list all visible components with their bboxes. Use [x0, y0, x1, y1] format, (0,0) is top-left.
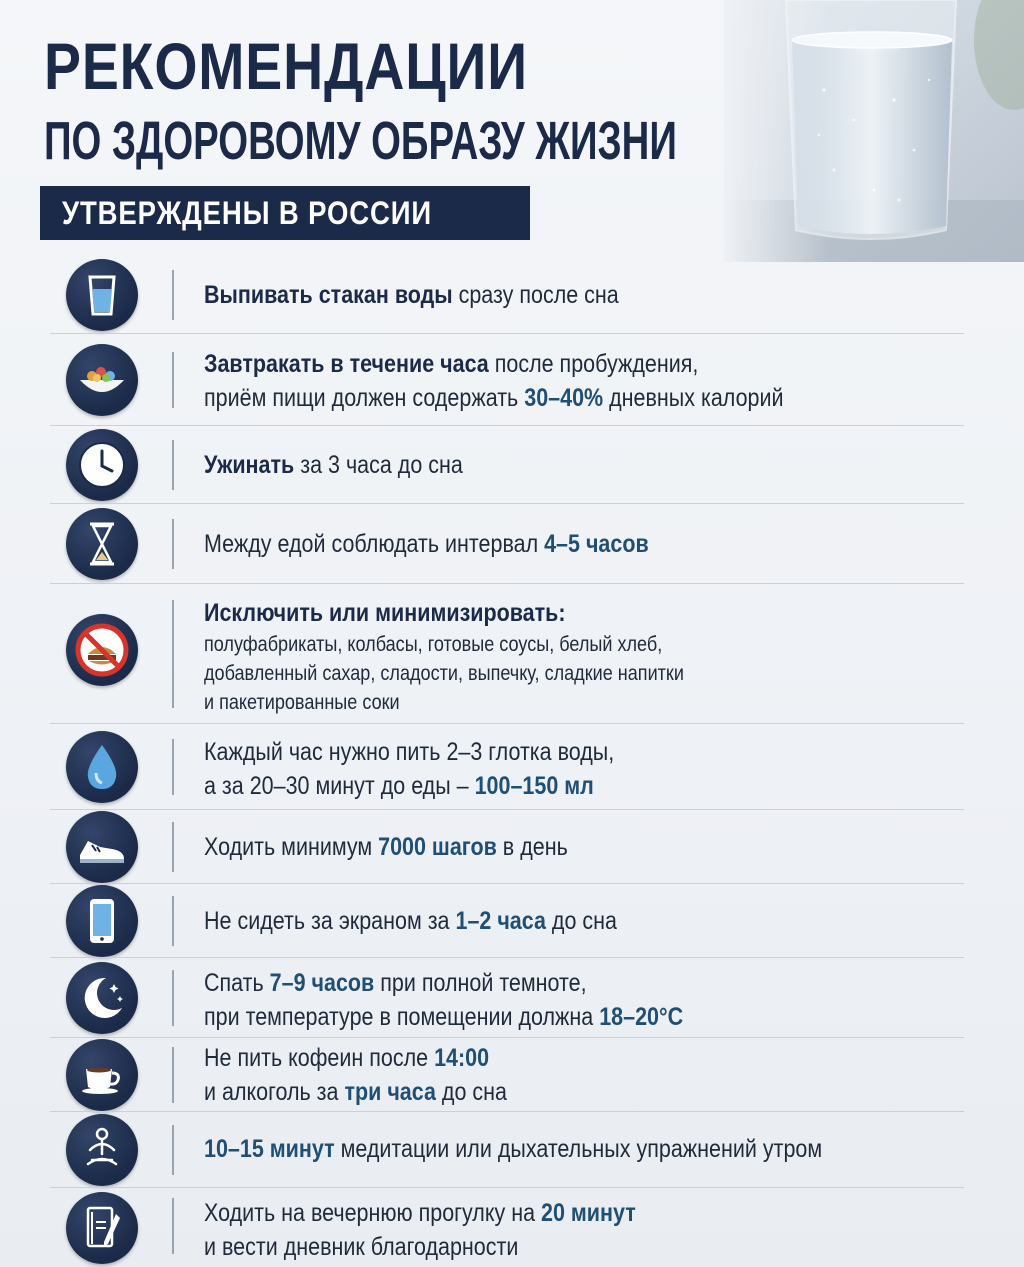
hourglass-icon [66, 508, 138, 580]
list-item: Не пить кофеин после 14:00 и алкоголь за три часа до сна [50, 1038, 964, 1112]
list-item: 10–15 минут медитации или дыхательных упражнений утром [50, 1112, 964, 1188]
sneaker-icon [66, 811, 138, 883]
water-drop-icon [66, 731, 138, 803]
cereal-bowl-icon [66, 344, 138, 416]
list-item: Каждый час нужно пить 2–3 глотка воды, а за 20–30 минут до еды – 100–150 мл [50, 724, 964, 810]
meditation-icon [66, 1114, 138, 1186]
list-item: Ходить минимум 7000 шагов в день [50, 810, 964, 884]
list-item: Спать 7–9 часов при полной темноте, при температуре в помещении должна 18–20°C [50, 958, 964, 1038]
list-item: Ходить на вечернюю прогулку на 20 минут и вести дневник благодарности [50, 1188, 964, 1267]
no-junk-food-icon [66, 614, 138, 686]
moon-stars-icon [66, 962, 138, 1034]
page-subtitle: ПО ЗДОРОВОМУ ОБРАЗУ ЖИЗНИ [44, 111, 677, 171]
approved-badge-label: УТВЕРЖДЕНЫ В РОССИИ [62, 194, 433, 231]
water-glass-photo [724, 0, 1024, 262]
diary-pen-icon [66, 1192, 138, 1264]
list-item: Завтракать в течение часа после пробуждения, приём пищи должен содержать 30–40% дневных калорий [50, 334, 964, 426]
approved-badge [40, 186, 530, 240]
smartphone-icon [66, 885, 138, 957]
page-title: РЕКОМЕНДАЦИИ [44, 29, 528, 103]
water-glass-icon [66, 259, 138, 331]
list-item: Не сидеть за экраном за 1–2 часа до сна [50, 884, 964, 958]
list-item: Между едой соблюдать интервал 4–5 часов [50, 504, 964, 584]
list-item: Выпивать стакан воды сразу после сна [50, 256, 964, 334]
coffee-cup-icon [66, 1039, 138, 1111]
list-item: Ужинать за 3 часа до сна [50, 426, 964, 504]
clock-icon [66, 429, 138, 501]
list-item: Исключить или минимизировать: полуфабрикаты, колбасы, готовые соусы, белый хлеб, добавленный сахар, сладости, выпечку, сладкие напитки и пакетированные соки [50, 584, 964, 724]
